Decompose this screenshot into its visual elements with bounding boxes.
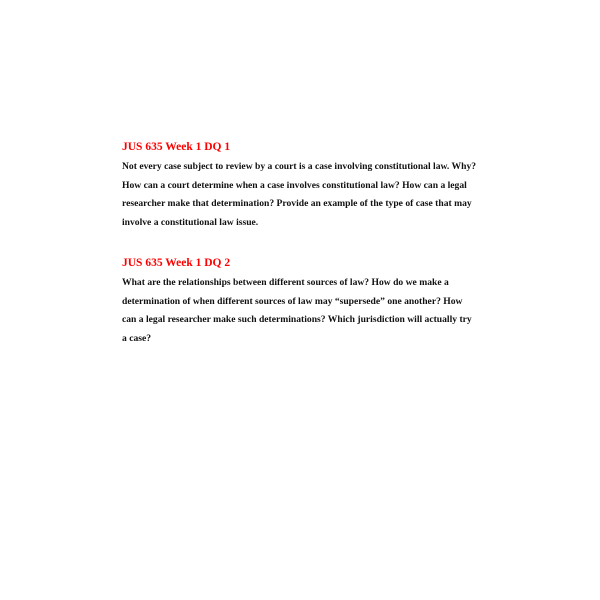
section-heading: JUS 635 Week 1 DQ 1 [122, 141, 231, 153]
section-body: What are the relationships between different sources of law? How do we make a determination of when different sources of law may “supersede” one another? How can a legal researcher make such determinations? Which jurisdiction will actually try a case? [122, 277, 472, 344]
section-heading: JUS 635 Week 1 DQ 2 [122, 257, 231, 269]
discussion-question-1 [122, 140, 482, 232]
discussion-question-2 [122, 256, 482, 348]
section-body: Not every case subject to review by a court is a case involving constitutional law. Why? How can a court determine when a case involves constitutional law? How can a legal researcher make that determination? Provide an example of the type of case that may involve a constitutional law issue. [122, 161, 477, 228]
